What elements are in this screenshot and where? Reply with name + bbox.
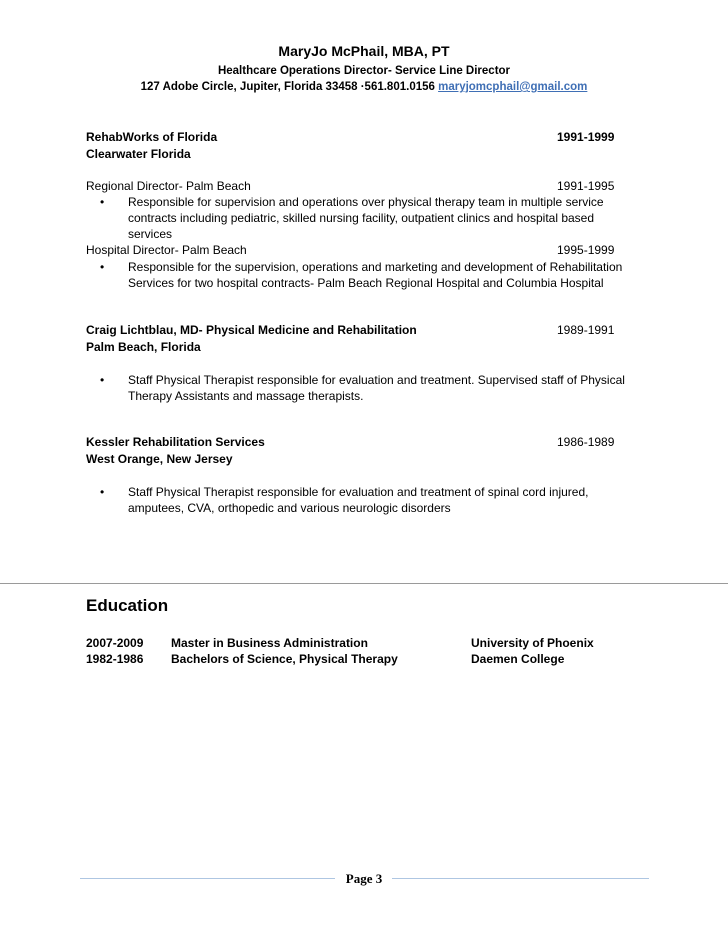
education-years: 2007-2009 [86,636,144,650]
employer-rehabworks-location: Clearwater Florida [86,147,191,161]
role-hospital-director: Hospital Director- Palm Beach [86,243,247,257]
education-degree: Bachelors of Science, Physical Therapy [171,652,398,666]
education-degree: Master in Business Administration [171,636,368,650]
role-hospital-director-dates: 1995-1999 [557,243,615,257]
employer-kessler: Kessler Rehabilitation Services [86,435,265,449]
employer-rehabworks: RehabWorks of Florida [86,130,218,144]
candidate-title: Healthcare Operations Director- Service Line Director [217,65,511,77]
contact-address: 127 Adobe Circle, Jupiter, Florida 33458 ·561.801.0156 [140,81,439,93]
employer-lichtblau: Craig Lichtblau, MD- Physical Medicine and Rehabilitation [86,323,417,337]
education-heading: Education [86,596,169,615]
employer-rehabworks-dates: 1991-1999 [557,130,615,144]
employer-kessler-bullet: Staff Physical Therapist responsible for evaluation and treatment of spinal cord injured, amputees, CVA, orthopedic and various neurologic disorders [128,485,589,515]
employer-lichtblau-location: Palm Beach, Florida [86,340,201,354]
page-number: Page 3 [345,871,383,886]
employer-lichtblau-dates: 1989-1991 [557,323,615,337]
contact-line [0,81,728,93]
education-school: Daemen College [471,652,565,666]
bullet-icon: • [100,485,105,499]
education-years: 1982-1986 [86,652,144,666]
email-link[interactable]: maryjomcphail@gmail.com [438,81,588,93]
section-divider [0,583,728,584]
employer-kessler-location: West Orange, New Jersey [86,452,233,466]
footer-rule-right [392,878,649,879]
education-school: University of Phoenix [471,636,594,650]
employer-lichtblau-bullet: Staff Physical Therapist responsible for evaluation and treatment. Supervised staff of Physical Therapy Assistants and massage therapists. [128,373,625,403]
candidate-name: MaryJo McPhail, MBA, PT [278,43,450,59]
role-regional-director-bullet: Responsible for supervision and operations over physical therapy team in multiple service contracts including pediatric, skilled nursing facility, outpatient clinics and hospital based services [128,195,604,241]
bullet-icon: • [100,260,105,274]
role-regional-director-dates: 1991-1995 [557,179,615,193]
bullet-icon: • [100,373,105,387]
role-regional-director: Regional Director- Palm Beach [86,179,251,193]
bullet-icon: • [100,195,105,209]
role-hospital-director-bullet: Responsible for the supervision, operations and marketing and development of Rehabilitation Services for two hospital contracts- Palm Beach Regional Hospital and Columbia Hospital [128,260,623,290]
employer-kessler-dates: 1986-1989 [557,435,615,449]
